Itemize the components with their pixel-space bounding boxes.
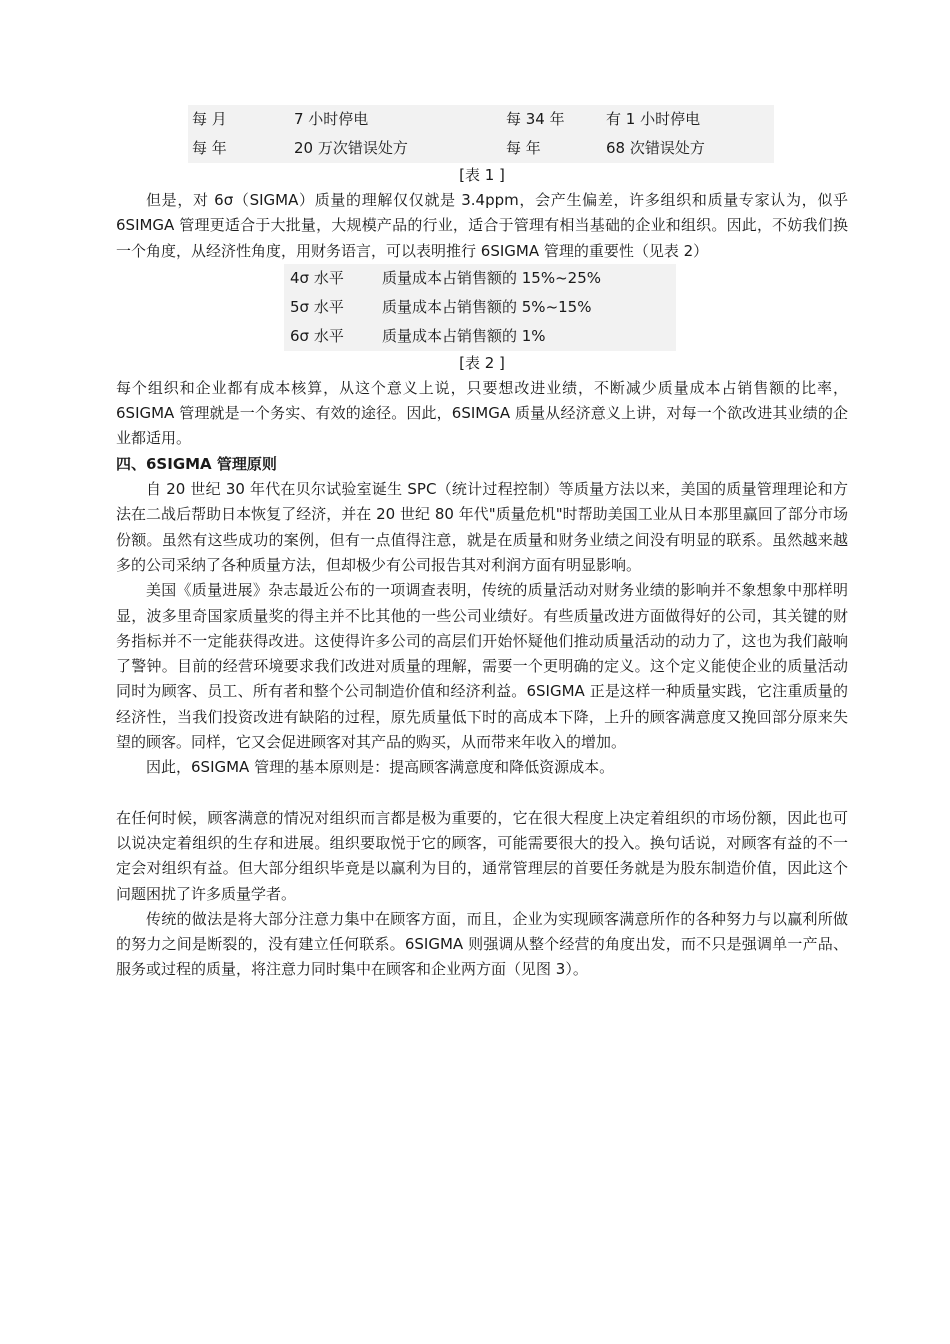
table-cell: 68 次错误处方 — [606, 138, 705, 157]
paragraph: 因此，6SIGMA 管理的基本原则是：提高顾客满意度和降低资源成本。 — [146, 758, 615, 777]
table-row — [284, 322, 676, 351]
table-row — [284, 264, 676, 293]
table-cell: 7 小时停电 — [294, 109, 369, 128]
paragraph: 美国《质量进展》杂志最近公布的一项调查表明，传统的质量活动对财务业绩的影响并不象想象中那样明显，波多里奇国家质量奖的得主并不比其他的一些公司业绩好。有些质量改进方面做得好的公司，其关键的财务指标并不一定能获得改进。这使得许多公司的高层们开始怀疑他们推动质量活动的动力了，这也为我们敲响了警钟。目前的经营环境要求我们改进对质量的理解，需要一个更明确的定义。这个定义能使企业的质量活动同时为顾客、员工、所有者和整个公司制造价值和经济利益。6SIGMA 正是这样一种质量实践，它注重质量的经济性，当我们投资改进有缺陷的过程，原先质量低下时的高成本下降，上升的顾客满意度又挽回部分原来失望的顾客。同样，它又会促进顾客对其产品的购买，从而带来年收入的增加。 — [116, 581, 848, 752]
spacer — [116, 781, 848, 806]
table-cell: 每 年 — [192, 138, 227, 157]
table-row — [188, 134, 774, 163]
table-cell: 有 1 小时停电 — [606, 109, 701, 128]
table-cell: 4σ 水平 — [290, 268, 344, 287]
table-1 — [188, 105, 774, 163]
paragraph: 每个组织和企业都有成本核算，从这个意义上说，只要想改进业绩，不断减少质量成本占销售额的比率，6SIGMA 管理就是一个务实、有效的途径。因此，6SIMGA 质量从经济意义上讲，对每一个欲改进其业绩的企业都适用。 — [116, 378, 848, 448]
table-cell: 质量成本占销售额的 5%~15% — [382, 297, 592, 316]
table-cell: 质量成本占销售额的 1% — [382, 326, 546, 345]
table-2 — [284, 264, 676, 351]
table-cell: 5σ 水平 — [290, 297, 344, 316]
document-page — [116, 105, 848, 983]
section-heading: 四、6SIGMA 管理原则 — [116, 454, 277, 473]
table-cell: 6σ 水平 — [290, 326, 344, 345]
table-2-caption: [表 2 ] — [459, 353, 505, 372]
table-row — [188, 105, 774, 134]
table-cell: 每 34 年 — [506, 109, 565, 128]
paragraph: 但是，对 6σ（SIGMA）质量的理解仅仅就是 3.4ppm，会产生偏差，许多组织和质量专家认为，似乎 6SIMGA 管理更适合于大批量，大规模产品的行业，适合于管理有相当基础的企业和组织。因此，不妨我们换一个角度，从经济性角度，用财务语言，可以表明推行 6SIGMA 管理的重要性（见表 2） — [116, 191, 848, 260]
table-cell: 20 万次错误处方 — [294, 138, 408, 157]
paragraph: 在任何时候，顾客满意的情况对组织而言都是极为重要的，它在很大程度上决定着组织的市场份额，因此也可以说决定着组织的生存和进展。组织要取悦于它的顾客，可能需要很大的投入。换句话说，对顾客有益的不一定会对组织有益。但大部分组织毕竟是以赢利为目的，通常管理层的首要任务就是为股东制造价值，因此这个问题困扰了许多质量学者。 — [116, 808, 848, 903]
paragraph: 传统的做法是将大部分注意力集中在顾客方面，而且，企业为实现顾客满意所作的各种努力与以赢利所做的努力之间是断裂的，没有建立任何联系。6SIGMA 则强调从整个经营的角度出发，而不只是强调单一产品、服务或过程的质量，将注意力同时集中在顾客和企业两方面（见图 3）。 — [116, 909, 848, 979]
table-cell: 每 年 — [506, 138, 541, 157]
paragraph: 自 20 世纪 30 年代在贝尔试验室诞生 SPC（统计过程控制）等质量方法以来，美国的质量管理理论和方法在二战后帮助日本恢复了经济，并在 20 世纪 80 年代"质量危机"时帮助美国工业从日本那里赢回了部分市场份额。虽然有这些成功的案例，但有一点值得注意，就是在质量和财务业绩之间没有明显的联系。虽然越来越多的公司采纳了各种质量方法，但却极少有公司报告其对利润方面有明显影响。 — [116, 480, 848, 574]
table-cell: 每 月 — [192, 109, 227, 128]
table-row — [284, 293, 676, 322]
table-1-caption: [表 1 ] — [459, 166, 505, 184]
table-cell: 质量成本占销售额的 15%~25% — [382, 268, 602, 287]
